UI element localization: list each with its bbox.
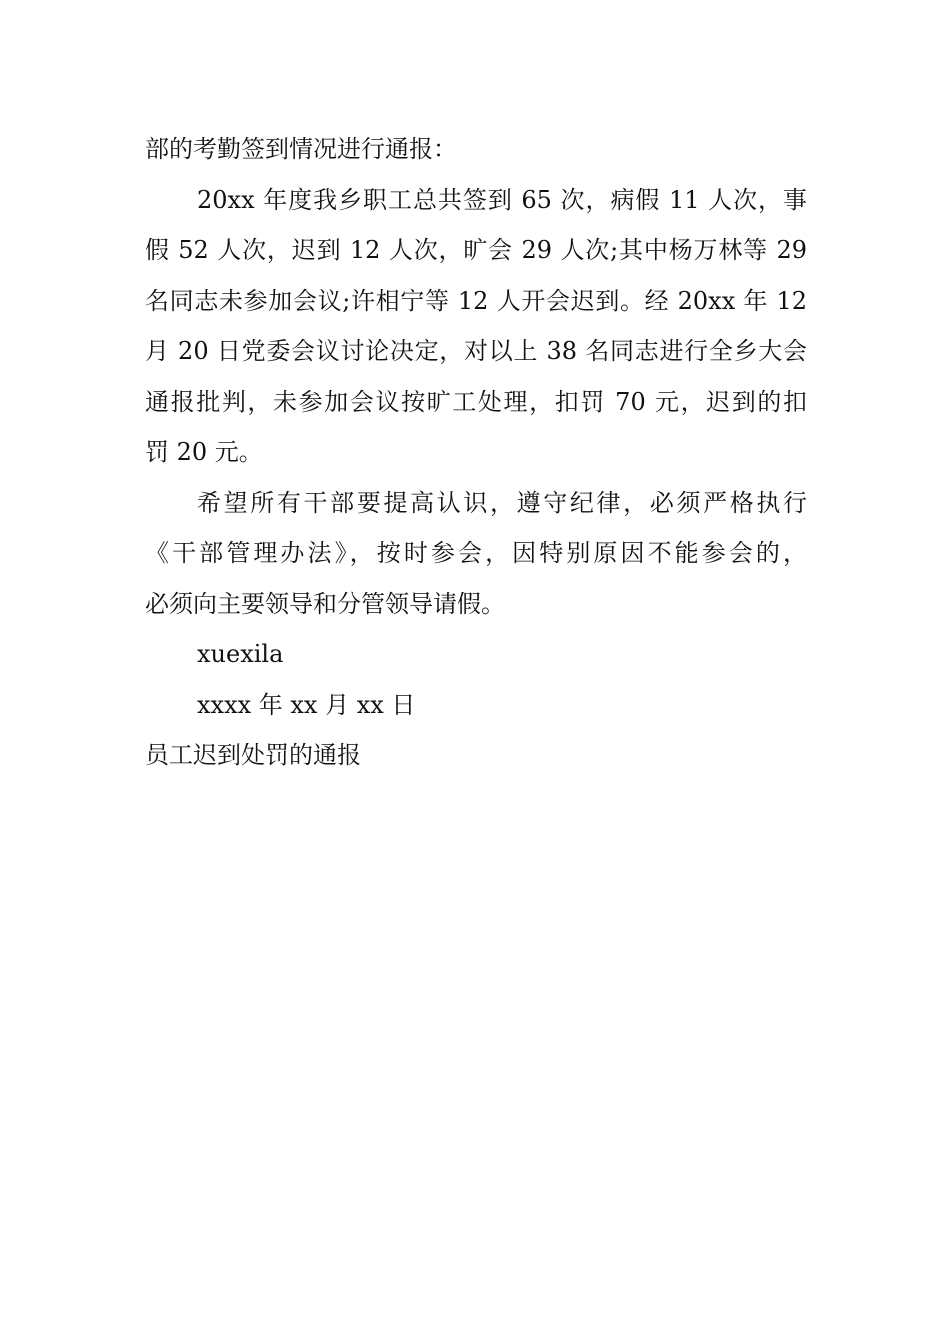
paragraph-line: 月 20 日党委会议讨论决定，对以上 38 名同志进行全乡大会 bbox=[145, 337, 807, 365]
intro-line: 部的考勤签到情况进行通报： bbox=[145, 135, 457, 163]
paragraph-line: 20xx 年度我乡职工总共签到 65 次，病假 11 人次，事 bbox=[197, 185, 807, 214]
attendance-paragraph bbox=[145, 175, 807, 478]
document-body bbox=[145, 124, 807, 781]
next-document-title: 员工迟到处罚的通报 bbox=[145, 741, 361, 769]
discipline-paragraph bbox=[145, 478, 807, 630]
signature: xuexila bbox=[197, 640, 284, 668]
paragraph-line: 罚 20 元。 bbox=[145, 438, 263, 466]
paragraph-line: 假 52 人次，迟到 12 人次，旷会 29 人次;其中杨万林等 29 bbox=[145, 236, 807, 264]
date-line: xxxx 年 xx 月 xx 日 bbox=[197, 690, 416, 719]
paragraph-line: 必须向主要领导和分管领导请假。 bbox=[145, 589, 505, 618]
paragraph-line: 希望所有干部要提高认识，遵守纪律，必须严格执行 bbox=[197, 488, 807, 517]
paragraph-line: 名同志未参加会议;许相宁等 12 人开会迟到。经 20xx 年 12 bbox=[145, 286, 807, 315]
paragraph-line: 通报批判，未参加会议按旷工处理，扣罚 70 元，迟到的扣 bbox=[145, 387, 807, 416]
paragraph-line: 《干部管理办法》，按时参会，因特别原因不能参会的， bbox=[145, 539, 807, 567]
